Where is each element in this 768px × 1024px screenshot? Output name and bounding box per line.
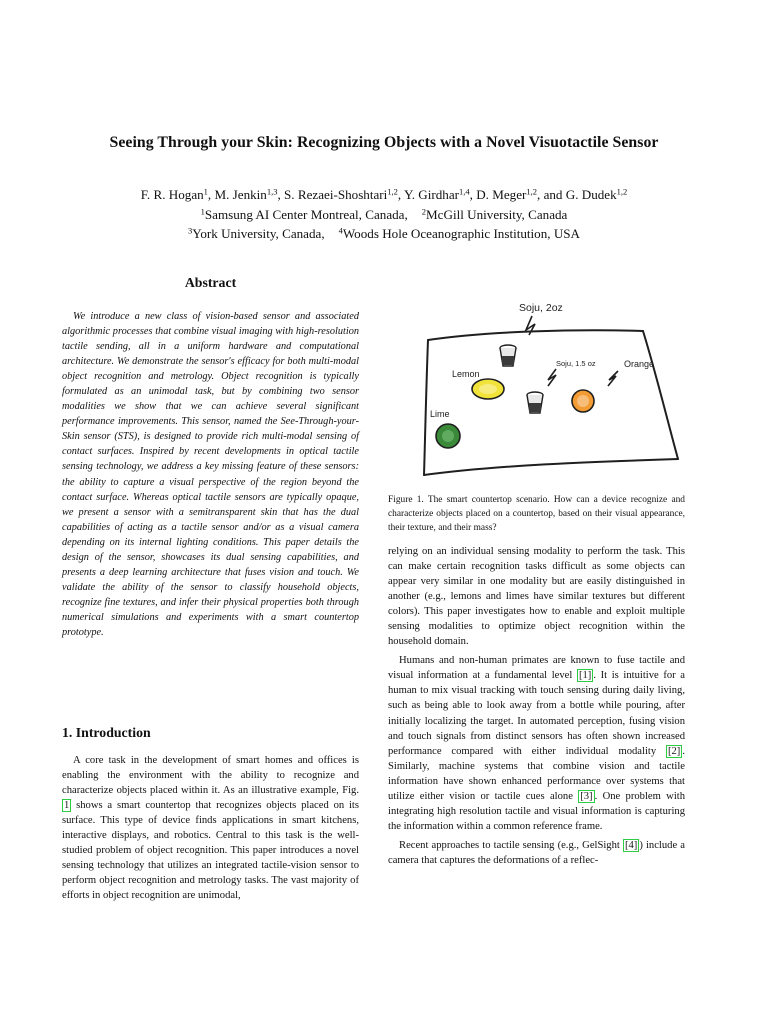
intro-text: . It is intuitive for a human to mix visual tracking with touch sensing during daily living, such as being able to look away from a bottle while pouring, after initially localizing the target. In automated perception, fusing vision and touch signals from distinct sensors has often shown increased performance compared with either individual modality <box>388 670 686 757</box>
intro-paragraph-2 <box>388 653 685 834</box>
affiliation-name: Woods Hole Oceanographic Institution, USA <box>342 226 581 241</box>
author-name: F. R. Hogan <box>140 187 204 202</box>
label-soju-2oz: Soju, 2oz <box>519 302 563 314</box>
affiliation-number: 3 <box>187 225 193 236</box>
author-affiliation-number: 1 <box>203 186 208 197</box>
intro-text: Recent approaches to tactile sensing (e.g., GelSight <box>399 839 623 851</box>
author-separator: , <box>397 187 404 202</box>
abstract-text: We introduce a new class of vision-based sensor and associated algorithmic processes that combine visual imaging with high-resolution tactile sending, all in a uniform hardware and computational architecture. We demonstrate the sensor's efficacy for both multi-modal object recognition and metrology. Object recognition is typically formulated as an unimodal task, but by combining two sensor modalities we show that we can achieve several significant performance improvements. This sensor, named the See-Through-your-Skin sensor (STS), is designed to provide rich multi-modal sensing of contact surfaces. Inspired by recent developments in optical tactile sensing technology, we address a key missing feature of these sensors: the ability to capture a visual perspective of the region beyond the contact surface. Whereas optical tactile sensors are typically opaque, we present a sensor with a semitransparent skin that has the dual capabilities of acting as a tactile sensor and/or as a visual camera depending on its internal lighting conditions. This paper details the design of the sensor, showcases its dual sensing capabilities, and presents a deep learning architecture that fuses vision and touch. We validate the ability of the sensor to classify household objects, recognize fine textures, and infer their physical properties both through numerical simulations and experiments with a smart countertop prototype. <box>62 311 359 638</box>
affiliation-name: York University, Canada, <box>192 226 325 241</box>
author-list <box>0 185 768 205</box>
intro-text: ) include a camera that captures the deformations of a reflec- <box>388 839 685 866</box>
author-name: M. Jenkin <box>214 187 267 202</box>
citation-link[interactable]: [1] <box>578 670 592 682</box>
affiliation-line-1 <box>0 205 768 225</box>
affiliation-number: 4 <box>338 225 343 236</box>
orange-highlight <box>577 395 589 407</box>
figure-countertop-illustration <box>388 283 685 485</box>
intro-text: . Similarly, machine systems that combine vision and tactile information have shown enhanced performance over systems that utilize either vision or tactile cues alone <box>388 745 685 802</box>
figure-reference-link[interactable]: 1 <box>64 800 70 812</box>
countertop-sketch <box>388 283 685 485</box>
author-separator: , and <box>537 187 566 202</box>
label-lime: Lime <box>430 409 450 419</box>
lime-highlight <box>442 430 454 442</box>
shot-glass-icon <box>527 392 543 413</box>
intro-text: Humans and non-human primates are known to fuse tactile and visual information at a fundamental level <box>388 655 685 682</box>
author-name: Y. Girdhar <box>403 187 460 202</box>
author-block <box>0 185 768 244</box>
author-affiliation-number: 1,4 <box>459 186 470 197</box>
affiliation-name: Samsung AI Center Montreal, Canada, <box>204 206 408 222</box>
affiliation-number: 2 <box>421 205 427 216</box>
citation-link[interactable]: [2] <box>667 745 681 757</box>
intro-text: shows a smart countertop that recognizes objects placed on its surface. This type of device finds applications in smart kitchens, interactive displays, and robotics. Central to this task is the well-studied problem of object recognition. This paper introduces a novel sensing technology that utilizes an integrated tactile-vision sensor to perform object recognition and metrology tasks. The vast majority of efforts in object recognition are unimodal, <box>62 800 359 902</box>
intro-text: A core task in the development of smart homes and offices is enabling the environment with the ability to recognize and characterize objects placed within it. As an illustrative example, Fig. <box>62 755 359 797</box>
shot-glass-icon <box>500 345 516 366</box>
author-affiliation-number: 1,2 <box>526 186 538 197</box>
intro-paragraph-1-continued: relying on an individual sensing modality to perform the task. This can make certain recognition tasks difficult as some objects can appear very similar in one modality but are easily distinguished in another (e.g., lemons and limes have similar textures but different colors). This paper investigates how to enable and exploit multiple sensing modalities to optimize object recognition within the household domain. <box>388 546 685 648</box>
figure-caption: Figure 1. The smart countertop scenario. How can a device recognize and characterize objects placed on a countertop, based on their visual appearance, their texture, and their mass? <box>388 495 685 534</box>
author-affiliation-number: 1,2 <box>387 186 398 197</box>
author-name: S. Rezaei-Shoshtari <box>284 187 388 202</box>
author-name: D. Meger <box>476 187 527 202</box>
author-name: G. Dudek <box>565 187 617 202</box>
paper-title: Seeing Through your Skin: Recognizing Objects with a Novel Visuotactile Sensor <box>109 134 659 151</box>
author-affiliation-number: 1,3 <box>266 186 278 197</box>
affiliation-number: 1 <box>200 205 205 216</box>
author-separator: , <box>207 187 215 202</box>
intro-paragraph-3 <box>388 838 685 868</box>
label-lemon: Lemon <box>452 369 480 379</box>
introduction-heading: 1. Introduction <box>62 725 151 740</box>
author-separator: , <box>469 187 477 202</box>
affiliation-line-2 <box>0 224 768 244</box>
affiliation-name: McGill University, Canada <box>426 206 568 222</box>
intro-text: . One problem with integrating high resolution tactile and visual information is capturing the information within a common reference frame. <box>388 790 685 832</box>
intro-paragraph-1 <box>62 753 359 903</box>
abstract-heading: Abstract <box>184 275 237 290</box>
label-orange: Orange <box>624 359 655 369</box>
author-separator: , <box>277 187 285 202</box>
citation-link[interactable]: [4] <box>624 839 638 851</box>
label-soju-1-5oz: Soju, 1.5 oz <box>556 359 596 368</box>
lemon-highlight <box>479 384 497 394</box>
right-column-text <box>388 544 685 868</box>
citation-link[interactable]: [3] <box>580 790 593 802</box>
author-affiliation-number: 1,2 <box>616 186 628 197</box>
